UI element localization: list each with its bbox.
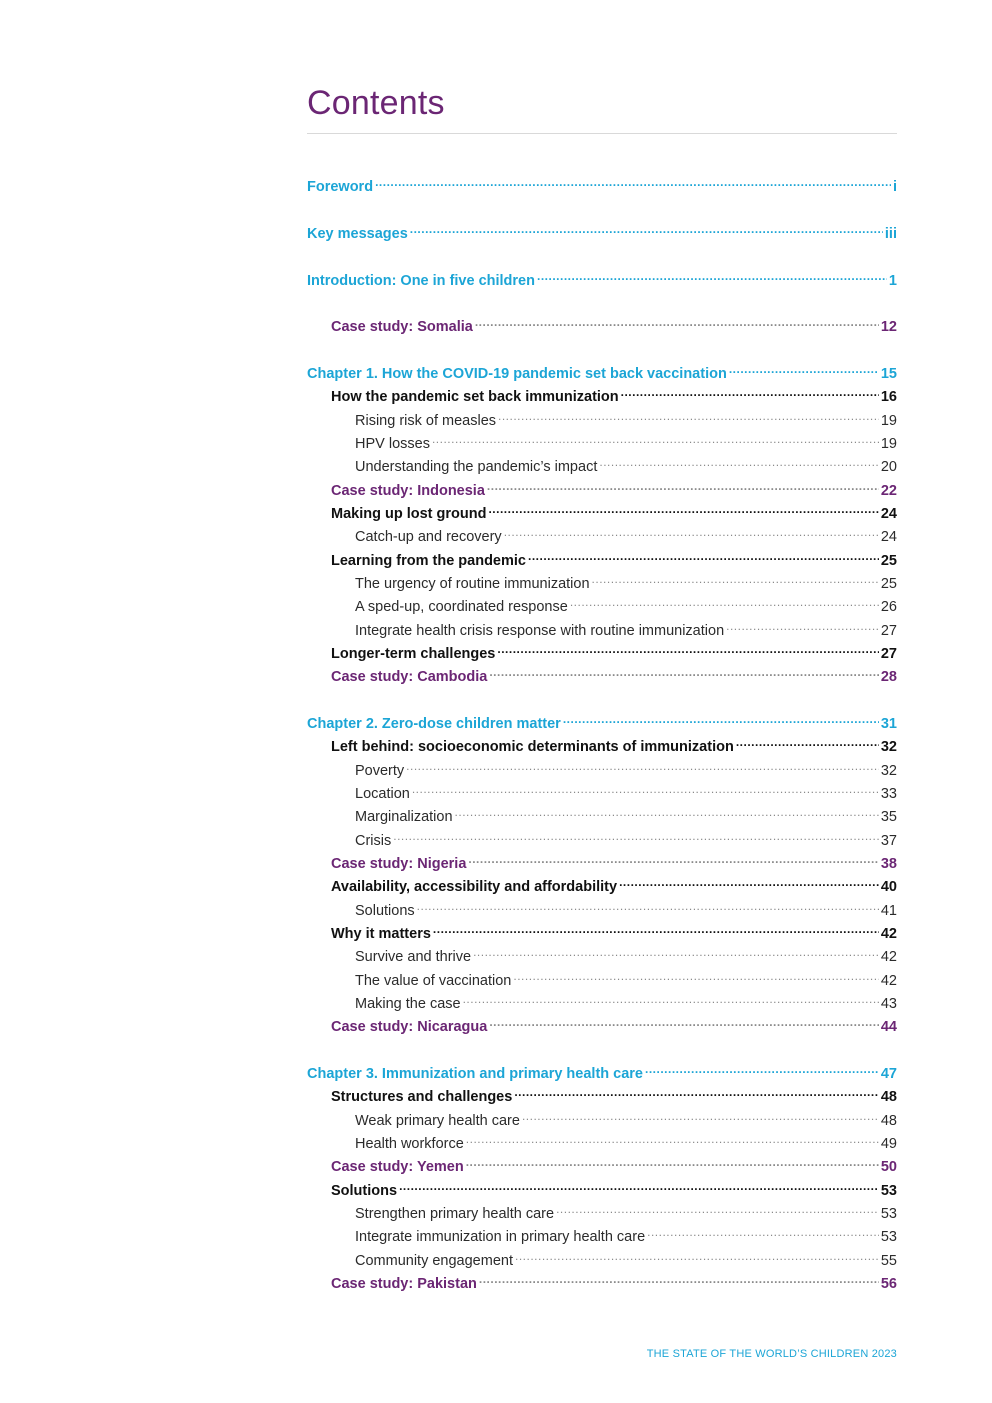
toc-entry-label: Case study: Pakistan (331, 1276, 477, 1292)
toc-entry-label: Chapter 2. Zero-dose children matter (307, 716, 561, 732)
dot-leader (647, 1221, 879, 1241)
toc-entry-label: The urgency of routine immunization (355, 576, 590, 592)
toc-entry-label: Left behind: socioeconomic determinants of immunization (331, 739, 734, 755)
toc-entry-case-study[interactable] (331, 1268, 897, 1292)
toc-entry-page-number: 27 (880, 623, 897, 639)
toc-entry-page-number: 44 (880, 1019, 897, 1035)
toc-entry-label: The value of vaccination (355, 973, 512, 989)
toc-entry-subsection[interactable] (355, 1128, 897, 1152)
toc-entry-page-number: 15 (880, 366, 897, 382)
toc-entry-page-number: i (892, 179, 897, 195)
toc-entry-chapter[interactable] (307, 358, 897, 382)
dot-leader (479, 1268, 879, 1288)
toc-entry-label: Integrate health crisis response with routine immunization (355, 623, 725, 639)
dot-leader (498, 405, 879, 425)
toc-entry-subsection[interactable] (355, 591, 897, 615)
dot-leader (645, 1058, 879, 1078)
toc-entry-page-number: 20 (880, 459, 897, 475)
toc-entry-page-number: 53 (880, 1183, 897, 1199)
dot-leader (522, 1105, 879, 1125)
toc-entry-page-number: 48 (880, 1113, 897, 1129)
toc-entry-page-number: 35 (880, 809, 897, 825)
toc-entry-label: Catch-up and recovery (355, 529, 502, 545)
toc-entry-page-number: 25 (880, 553, 897, 569)
toc-entry-label: Making up lost ground (331, 506, 487, 522)
toc-entry-case-study[interactable] (331, 311, 897, 335)
toc-entry-page-number: 48 (880, 1089, 897, 1105)
dot-leader (592, 568, 879, 588)
toc-entry-page-number: 24 (880, 529, 897, 545)
toc-entry-subsection[interactable] (355, 568, 897, 592)
toc-entry-subsection[interactable] (355, 755, 897, 779)
toc-entry-page-number: 19 (880, 436, 897, 452)
toc-entry-label: A sped-up, coordinated response (355, 599, 568, 615)
toc-entry-page-number: 32 (880, 763, 897, 779)
toc-entry-subsection[interactable] (355, 965, 897, 989)
toc-entry-page-number: 27 (880, 646, 897, 662)
toc-entry-label: Longer-term challenges (331, 646, 496, 662)
toc-entry-subsection[interactable] (355, 895, 897, 919)
toc-entry-page-number: 37 (880, 833, 897, 849)
toc-entry-label: Chapter 3. Immunization and primary health care (307, 1066, 643, 1082)
dot-leader (468, 848, 878, 868)
toc-entry-subsection[interactable] (355, 1221, 897, 1245)
toc-entry-chapter[interactable] (307, 1058, 897, 1082)
toc-entry-page-number: 12 (880, 319, 897, 335)
dot-leader (736, 731, 879, 751)
toc-entry-section[interactable] (331, 918, 897, 942)
toc-entry-case-study[interactable] (331, 661, 897, 685)
toc-entry-subsection[interactable] (355, 825, 897, 849)
toc-entry-section[interactable] (331, 498, 897, 522)
dot-leader (570, 591, 879, 611)
toc-entry-page-number: iii (884, 226, 897, 242)
toc-entry-label: Solutions (331, 1183, 398, 1199)
dot-leader (455, 801, 879, 821)
toc-entry-section[interactable] (331, 871, 897, 895)
toc-entry-page-number: 42 (880, 949, 897, 965)
toc-entry-label: Chapter 1. How the COVID-19 pandemic set back vaccination (307, 366, 727, 382)
dot-leader (729, 358, 879, 378)
toc-entry-page-number: 53 (880, 1229, 897, 1245)
dot-leader (432, 428, 879, 448)
toc-entry-chapter[interactable] (307, 171, 897, 195)
dot-leader (513, 965, 878, 985)
dot-leader (515, 1245, 879, 1265)
toc-entry-label: Community engagement (355, 1253, 513, 1269)
dot-leader (393, 825, 879, 845)
toc-entry-subsection[interactable] (355, 521, 897, 545)
toc-entry-page-number: 50 (880, 1159, 897, 1175)
toc-entry-page-number: 42 (880, 973, 897, 989)
dot-leader (537, 265, 887, 285)
dot-leader (433, 918, 879, 938)
toc-entry-label: Case study: Nicaragua (331, 1019, 488, 1035)
toc-entry-subsection[interactable] (355, 1245, 897, 1269)
toc-entry-subsection[interactable] (355, 1105, 897, 1129)
toc-entry-page-number: 47 (880, 1066, 897, 1082)
toc-entry-subsection[interactable] (355, 941, 897, 965)
toc-entry-chapter[interactable] (307, 265, 897, 289)
toc-entry-page-number: 55 (880, 1253, 897, 1269)
dot-leader (412, 778, 879, 798)
toc-entry-label: Location (355, 786, 410, 802)
dot-leader (621, 381, 879, 401)
toc-entry-page-number: 22 (880, 483, 897, 499)
toc-entry-page-number: 28 (880, 669, 897, 685)
dot-leader (487, 475, 879, 495)
toc-entry-label: Weak primary health care (355, 1113, 520, 1129)
toc-entry-label: Health workforce (355, 1136, 464, 1152)
toc-entry-section[interactable] (331, 731, 897, 755)
toc-entry-label: Case study: Nigeria (331, 856, 467, 872)
toc-entry-page-number: 49 (880, 1136, 897, 1152)
toc-entry-label: Learning from the pandemic (331, 553, 526, 569)
toc-entry-page-number: 19 (880, 413, 897, 429)
dot-leader (399, 1175, 879, 1195)
toc-entry-label: HPV losses (355, 436, 430, 452)
toc-entry-chapter[interactable] (307, 218, 897, 242)
toc-entry-label: Why it matters (331, 926, 431, 942)
footer-publication-title: THE STATE OF THE WORLD’S CHILDREN 2023 (646, 1348, 897, 1360)
dot-leader (497, 638, 878, 658)
toc-entry-subsection[interactable] (355, 405, 897, 429)
toc-entry-label: Structures and challenges (331, 1089, 513, 1105)
toc-entry-page-number: 26 (880, 599, 897, 615)
dot-leader (417, 895, 879, 915)
toc-entry-page-number: 25 (880, 576, 897, 592)
dot-leader (556, 1198, 879, 1218)
toc-entry-label: Case study: Somalia (331, 319, 473, 335)
toc-entry-label: Marginalization (355, 809, 453, 825)
toc-entry-page-number: 53 (880, 1206, 897, 1222)
toc-entry-subsection[interactable] (355, 615, 897, 639)
toc-entry-page-number: 24 (880, 506, 897, 522)
toc-entry-page-number: 33 (880, 786, 897, 802)
toc-entry-label: Integrate immunization in primary health care (355, 1229, 646, 1245)
toc-entry-page-number: 32 (880, 739, 897, 755)
toc-entry-subsection[interactable] (355, 988, 897, 1012)
dot-leader (488, 498, 878, 518)
toc-entry-section[interactable] (331, 381, 897, 405)
toc-entry-subsection[interactable] (355, 451, 897, 475)
dot-leader (489, 1011, 879, 1031)
toc-entry-label: Introduction: One in five children (307, 273, 535, 289)
dot-leader (619, 871, 879, 891)
dot-leader (599, 451, 879, 471)
toc-entry-page-number: 31 (880, 716, 897, 732)
toc-entry-section[interactable] (331, 545, 897, 569)
toc-entry-label: Case study: Cambodia (331, 669, 488, 685)
toc-entry-section[interactable] (331, 638, 897, 662)
toc-entry-label: Availability, accessibility and affordability (331, 879, 618, 895)
toc-entry-label: Rising risk of measles (355, 413, 497, 429)
toc-entry-label: Foreword (307, 179, 374, 195)
dot-leader (504, 521, 879, 541)
toc-entry-section[interactable] (331, 1081, 897, 1105)
toc-entry-page-number: 16 (880, 389, 897, 405)
toc-entry-label: Crisis (355, 833, 392, 849)
dot-leader (463, 988, 879, 1008)
toc-entry-page-number: 43 (880, 996, 897, 1012)
toc-entry-page-number: 1 (888, 273, 897, 289)
dot-leader (563, 708, 879, 728)
toc-entry-page-number: 42 (880, 926, 897, 942)
toc-entry-label: How the pandemic set back immunization (331, 389, 619, 405)
toc-entry-page-number: 40 (880, 879, 897, 895)
dot-leader (726, 615, 879, 635)
dot-leader (475, 311, 879, 331)
dot-leader (528, 545, 879, 565)
toc-entry-label: Case study: Yemen (331, 1159, 464, 1175)
toc-entry-case-study[interactable] (331, 1011, 897, 1035)
page-title: Contents (307, 84, 445, 122)
toc-entry-subsection[interactable] (355, 428, 897, 452)
toc-entry-label: Case study: Indonesia (331, 483, 485, 499)
toc-entry-label: Solutions (355, 903, 415, 919)
dot-leader (514, 1081, 879, 1101)
toc-entry-subsection[interactable] (355, 801, 897, 825)
toc-entry-page-number: 56 (880, 1276, 897, 1292)
toc-entry-case-study[interactable] (331, 1151, 897, 1175)
toc-entry-label: Making the case (355, 996, 461, 1012)
dot-leader (410, 218, 883, 238)
toc-entry-label: Strengthen primary health care (355, 1206, 555, 1222)
toc-entry-chapter[interactable] (307, 708, 897, 732)
toc-entry-label: Key messages (307, 226, 408, 242)
dot-leader (489, 661, 879, 681)
toc-entry-page-number: 41 (880, 903, 897, 919)
toc-entry-label: Understanding the pandemic’s impact (355, 459, 598, 475)
toc-entry-page-number: 38 (880, 856, 897, 872)
dot-leader (473, 941, 879, 961)
toc-entry-label: Poverty (355, 763, 405, 779)
dot-leader (406, 755, 879, 775)
toc-entry-label: Survive and thrive (355, 949, 472, 965)
dot-leader (466, 1128, 879, 1148)
toc-entry-subsection[interactable] (355, 778, 897, 802)
toc-entry-subsection[interactable] (355, 1198, 897, 1222)
toc-entry-section[interactable] (331, 1175, 897, 1199)
toc-entry-case-study[interactable] (331, 848, 897, 872)
toc-entry-case-study[interactable] (331, 475, 897, 499)
dot-leader (466, 1151, 879, 1171)
dot-leader (375, 171, 891, 191)
